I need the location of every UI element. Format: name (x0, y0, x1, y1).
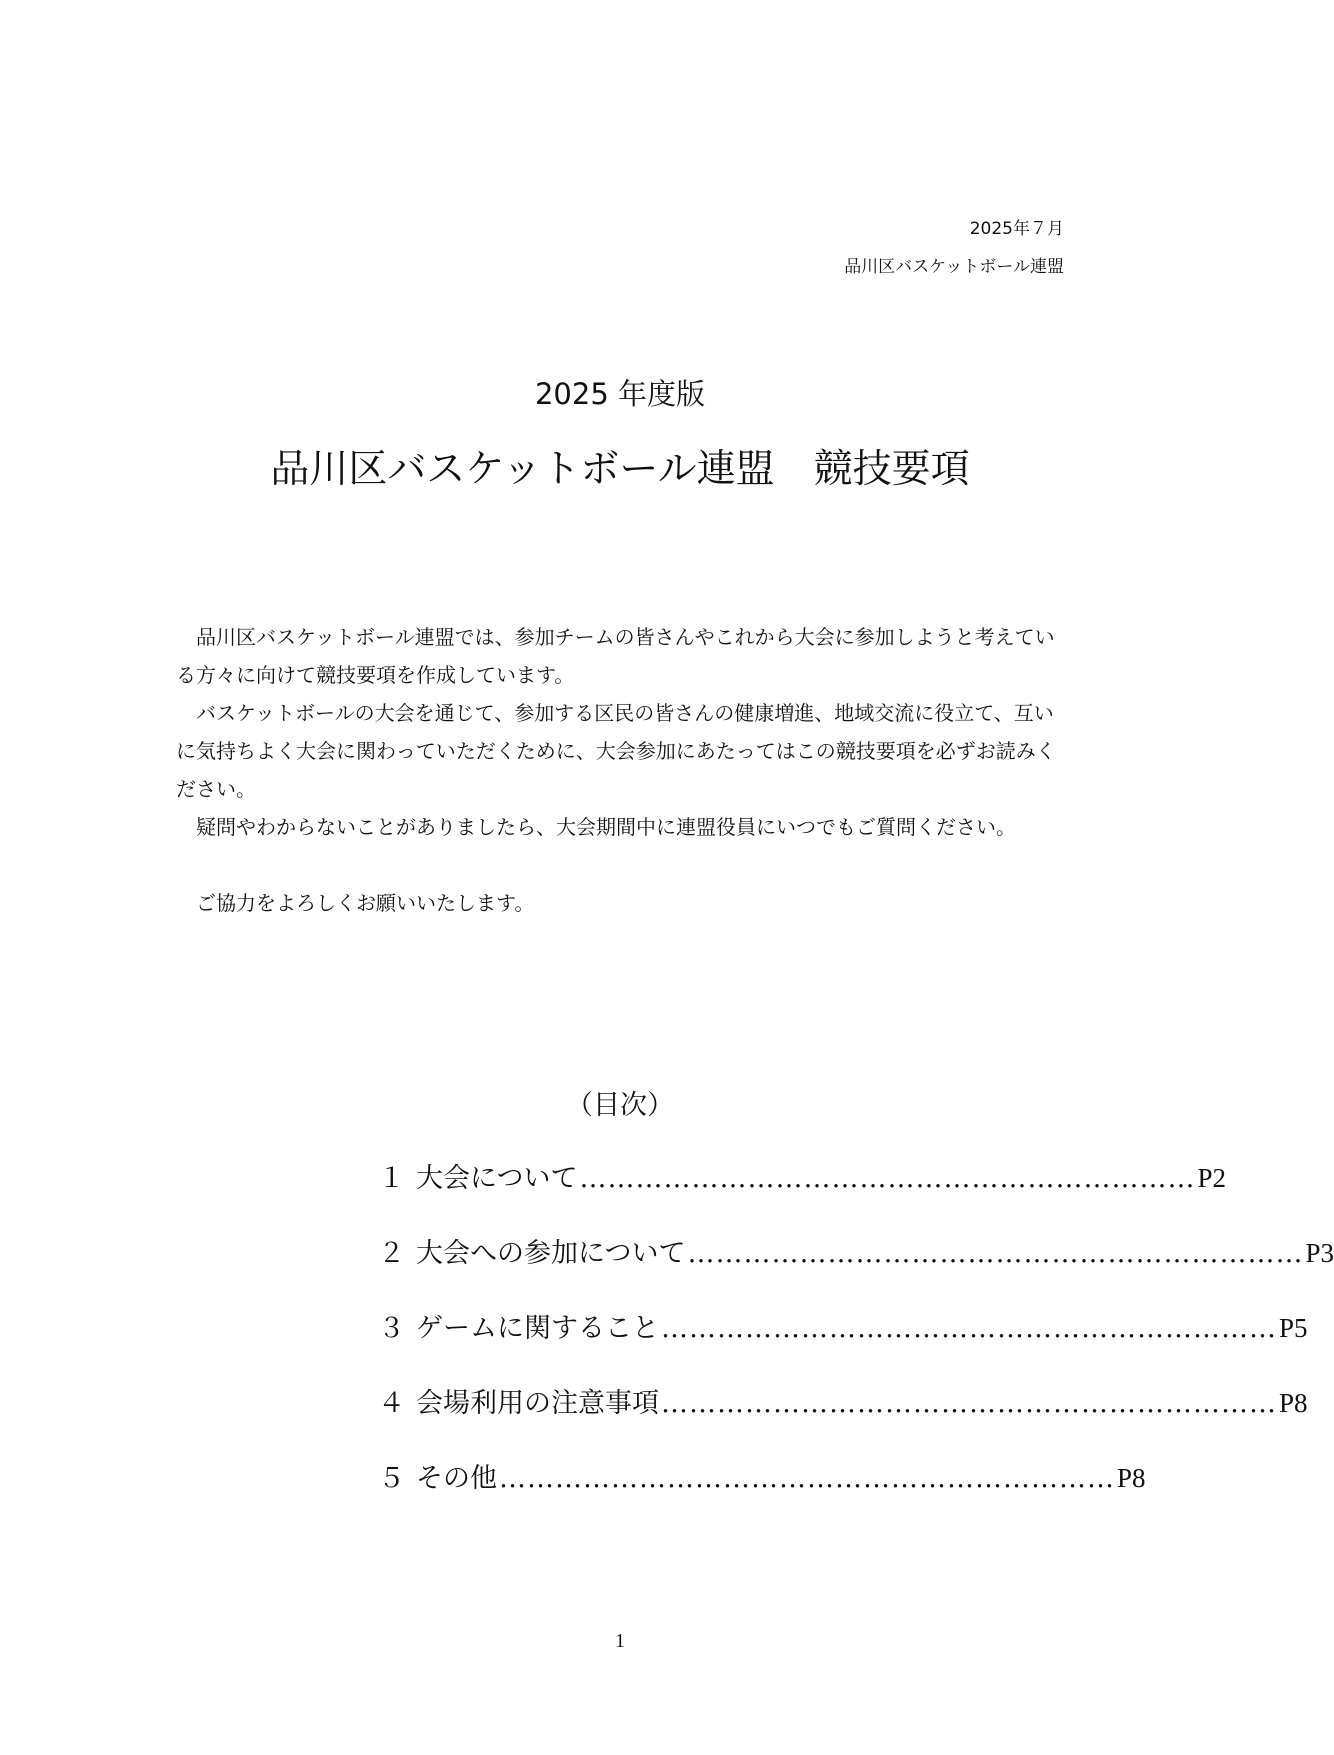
toc-leader-dots: ………………………………………………………… (661, 1388, 1277, 1419)
intro-paragraph: 疑問やわからないことがありましたら、大会期間中に連盟役員にいつでもご質問ください。 (176, 815, 1016, 839)
intro-closing: ご協力をよろしくお願いいたします。 (176, 891, 535, 915)
toc-leader-dots: ………………………………………………………… (687, 1238, 1304, 1269)
toc-item-page: P8 (1279, 1388, 1308, 1418)
toc-item-number: ４ (378, 1388, 405, 1419)
paragraph-spacer (176, 846, 1066, 884)
toc-item-page: P3 (1305, 1238, 1334, 1268)
toc-item[interactable] (378, 1308, 1308, 1383)
intro-text (176, 618, 1066, 922)
document-header-meta (844, 210, 1064, 286)
toc-item-page: P5 (1279, 1313, 1308, 1343)
toc-leader-dots: ………………………………………………………… (579, 1163, 1196, 1194)
table-of-contents (378, 1158, 1334, 1533)
toc-item-text: 大会への参加について (416, 1238, 686, 1269)
toc-leader-dots: ………………………………………………………… (661, 1313, 1277, 1344)
intro-paragraph: 品川区バスケットボール連盟では、参加チームの皆さんやこれから大会に参加しようと考えている方々に向けて競技要項を作成しています。 (176, 625, 1055, 687)
toc-item-text: 大会について (416, 1163, 578, 1194)
toc-leader-dots: ………………………………………………………… (499, 1463, 1115, 1494)
toc-item-number: ５ (378, 1463, 405, 1494)
document-date: 2025年７月 (969, 219, 1064, 239)
edition-label: 2025 年度版 (534, 377, 706, 411)
toc-heading: （目次） (566, 1090, 674, 1121)
toc-item[interactable] (378, 1458, 1146, 1533)
toc-item-number: ２ (378, 1238, 405, 1269)
document-organization: 品川区バスケットボール連盟 (844, 257, 1064, 277)
toc-item-page: P8 (1117, 1463, 1146, 1493)
toc-item-number: １ (378, 1163, 405, 1194)
toc-item[interactable] (378, 1233, 1334, 1308)
toc-item-text: 会場利用の注意事項 (416, 1388, 659, 1419)
toc-item[interactable] (378, 1158, 1226, 1233)
toc-item-number: ３ (378, 1313, 405, 1344)
document-title: 品川区バスケットボール連盟 競技要項 (270, 447, 970, 492)
page-number: 1 (615, 1630, 625, 1652)
toc-item-text: その他 (416, 1463, 497, 1494)
toc-item-page: P2 (1197, 1163, 1226, 1193)
toc-item-text: ゲームに関すること (416, 1313, 659, 1344)
intro-paragraph: バスケットボールの大会を通じて、参加する区民の皆さんの健康増進、地域交流に役立て、互いに気持ちよく大会に関わっていただくために、大会参加にあたってはこの競技要項を必ずお読みください。 (176, 701, 1056, 801)
toc-item[interactable] (378, 1383, 1308, 1458)
